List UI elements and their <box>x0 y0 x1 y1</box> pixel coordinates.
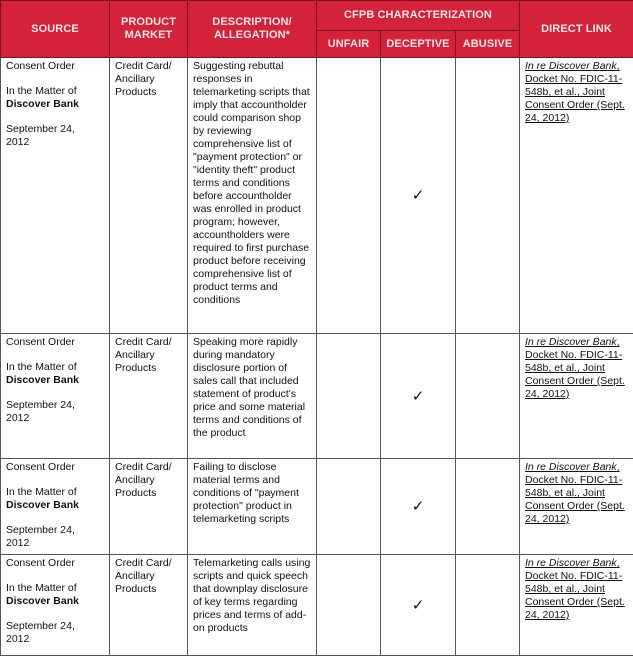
unfair-cell <box>317 555 381 656</box>
description-cell: Failing to disclose material terms and conditions of "payment protection" product in telemarketing scripts <box>188 459 317 555</box>
unfair-cell <box>317 58 381 334</box>
source-cell: Consent Order In the Matter of Discover Bank September 24, 2012 <box>1 58 110 334</box>
party-name: Discover Bank <box>6 595 79 607</box>
header-deceptive: DECEPTIVE <box>381 31 456 58</box>
direct-link-cell <box>520 334 633 459</box>
product-market-cell: Credit Card/ Ancillary Products <box>110 334 188 459</box>
deceptive-checkmark-icon: ✓ <box>381 555 456 656</box>
source-cell: Consent Order In the Matter of Discover Bank September 24, 2012 <box>1 459 110 555</box>
abusive-cell <box>456 555 520 656</box>
abusive-cell <box>456 334 520 459</box>
party-name: Discover Bank <box>6 374 79 386</box>
table-row <box>1 555 633 656</box>
source-cell: Consent Order In the Matter of Discover Bank September 24, 2012 <box>1 555 110 656</box>
unfair-cell <box>317 334 381 459</box>
unfair-cell <box>317 459 381 555</box>
direct-link[interactable]: In re Discover Bank, Docket No. FDIC-11-548b, et al., Joint Consent Order (Sept. 24, 2012) <box>525 336 625 400</box>
party-name: Discover Bank <box>6 499 79 511</box>
product-market-cell: Credit Card/ Ancillary Products <box>110 555 188 656</box>
abusive-cell <box>456 459 520 555</box>
deceptive-checkmark-icon: ✓ <box>381 459 456 555</box>
direct-link-cell <box>520 555 633 656</box>
table-row <box>1 334 633 459</box>
product-market-cell: Credit Card/ Ancillary Products <box>110 58 188 334</box>
source-cell: Consent Order In the Matter of Discover Bank September 24, 2012 <box>1 334 110 459</box>
header-cfpb-characterization: CFPB CHARACTERIZATION <box>317 1 520 31</box>
description-cell: Telemarketing calls using scripts and quick speech that downplay disclosure of key terms regarding prices and terms of add-on products <box>188 555 317 656</box>
party-name: Discover Bank <box>6 98 79 110</box>
product-market-cell: Credit Card/ Ancillary Products <box>110 459 188 555</box>
header-direct-link: DIRECT LINK <box>520 1 633 58</box>
description-cell: Speaking more rapidly during mandatory disclosure portion of sales call that included statement of product's price and some material terms and conditions of the product <box>188 334 317 459</box>
deceptive-checkmark-icon: ✓ <box>381 58 456 334</box>
header-source: SOURCE <box>1 1 110 58</box>
abusive-cell <box>456 58 520 334</box>
direct-link[interactable]: In re Discover Bank, Docket No. FDIC-11-548b, et al., Joint Consent Order (Sept. 24, 2012) <box>525 60 625 124</box>
direct-link-cell <box>520 459 633 555</box>
header-abusive: ABUSIVE <box>456 31 520 58</box>
direct-link[interactable]: In re Discover Bank, Docket No. FDIC-11-548b, et al., Joint Consent Order (Sept. 24, 2012) <box>525 557 625 621</box>
header-product-market: PRODUCT MARKET <box>110 1 188 58</box>
direct-link[interactable]: In re Discover Bank, Docket No. FDIC-11-548b, et al., Joint Consent Order (Sept. 24, 2012) <box>525 461 625 525</box>
description-cell: Suggesting rebuttal responses in telemarketing scripts that imply that accountholder could comparison shop by reviewing comprehensive list of "payment protection" or "identity theft" product terms and conditions before accountholder was enrolled in product program; however, accountholders were required to first purchase product before receiving comprehensive list of product terms and conditions <box>188 58 317 334</box>
table-row <box>1 58 633 334</box>
header-description: DESCRIPTION/ ALLEGATION* <box>188 1 317 58</box>
header-unfair: UNFAIR <box>317 31 381 58</box>
table-row <box>1 459 633 555</box>
deceptive-checkmark-icon: ✓ <box>381 334 456 459</box>
direct-link-cell <box>520 58 633 334</box>
